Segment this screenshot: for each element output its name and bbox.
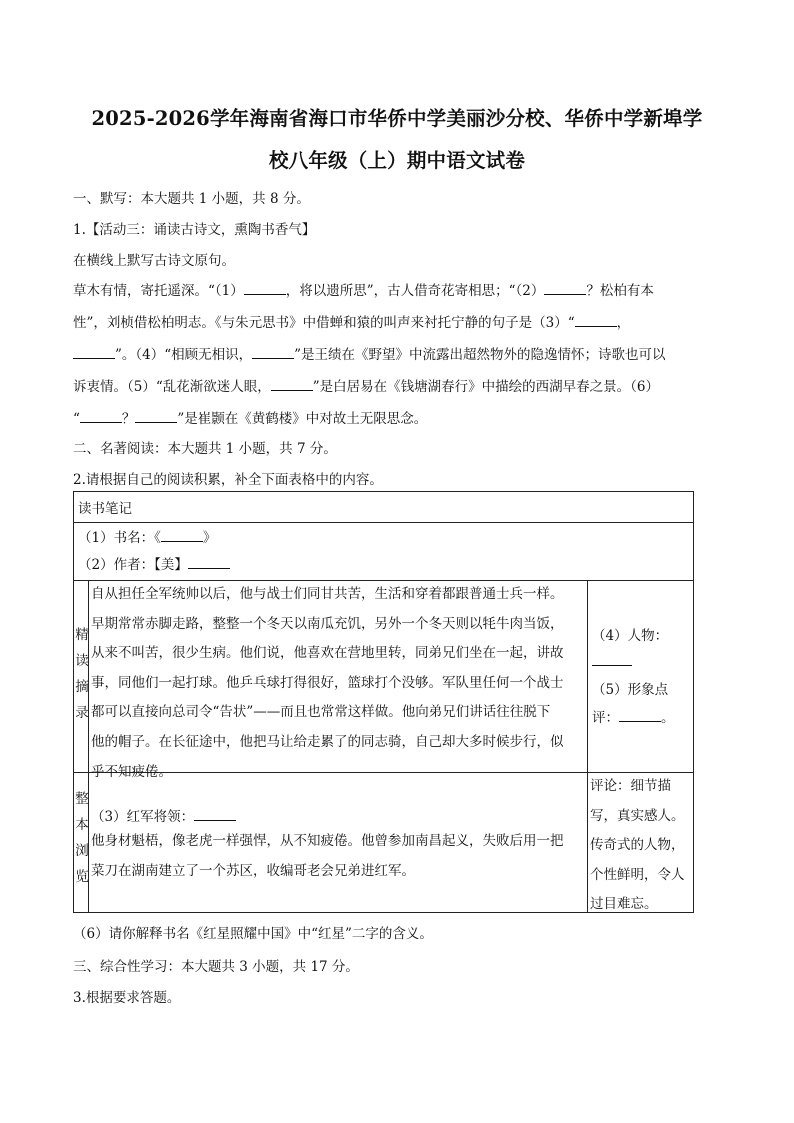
answer-blank[interactable] <box>80 409 122 423</box>
comment-label: （5）形象点 <box>592 682 669 698</box>
section1-heading: 一、默写：本大题共 1 小题，共 8 分。 <box>73 191 310 207</box>
answer-blank[interactable] <box>135 409 177 423</box>
reading-notes-table <box>73 491 694 913</box>
question1-body <box>73 275 721 435</box>
table-divider <box>587 580 588 912</box>
comment-row: 评： 。 <box>592 710 675 726</box>
row-label-whole-book: 整 本 浏 览 <box>75 791 89 885</box>
general-row: （3）红军将领： <box>91 805 236 825</box>
question1-instruction: 在横线上默写古诗文原句。 <box>73 253 235 269</box>
q1-line: 性”，刘桢借松柏明志。《与朱元思书》中借蝉和猿的叫声来衬托宁静的句子是（3）“ ， <box>73 315 631 331</box>
q1-line: 诉衷情。（5）“乱花渐欲迷人眼， ”是白居易在《钱塘湖春行》中描绘的西湖早春之景。（6） <box>73 379 659 395</box>
table-divider <box>74 522 693 523</box>
general-description: 他身材魁梧，像老虎一样强悍，从不知疲倦。他曾参加南昌起义，失败后用一把 菜刀在湖南建立了一个苏区，收编哥老会兄弟进红军。 <box>91 833 564 879</box>
row-label-intensive-reading: 精 读 摘 录 <box>75 627 89 721</box>
answer-blank[interactable] <box>271 377 313 391</box>
answer-blank[interactable] <box>252 345 294 359</box>
book-title-blank[interactable] <box>161 528 203 542</box>
question3-title: 3.根据要求答题。 <box>73 990 181 1006</box>
character-label: （4）人物： <box>592 628 669 644</box>
q1-line: 草木有情，寄托遥深。“（1） ，将以遗所思”，古人借奇花寄相思；“（2） ？松柏有本 <box>73 283 654 299</box>
question1-title: 1.【活动三：诵读古诗文，熏陶书香气】 <box>73 222 316 238</box>
author-row: （2）作者：【美】 <box>78 553 230 573</box>
table-header: 读书笔记 <box>78 501 132 517</box>
question2-sub6: （6）请你解释书名《红星照耀中国》中“红星”二字的含义。 <box>73 926 433 942</box>
character-blank-row <box>592 652 632 670</box>
answer-blank[interactable] <box>244 281 286 295</box>
exam-title-line1: 2025-2026学年海南省海口市华侨中学美丽沙分校、华侨中学新埠学 <box>91 107 703 130</box>
answer-blank[interactable] <box>575 313 617 327</box>
book-title-row: （1）书名：《 》 <box>78 530 217 546</box>
excerpt-text: 自从担任全军统帅以后，他与战士们同甘共苦，生活和穿着都跟普通士兵一样。 早期常常赤脚走路，整整一个冬天以南瓜充饥，另外一个冬天则以牦牛肉当饭， 从来不叫苦，很少生病。他们说，他喜欢在营地里转，同弟兄们坐在一起，讲故 事，同他们一起打球。他乒乓球打得很好，篮球打个没够。军队里任何一个战士 都可以直接向总司令“告状”——而且也常常这样做。他向弟兄们讲话往往脱下 他的帽子。在长征途中，他把马让给走累了的同志骑，自己却大多时候步行，似 乎不知疲倦。 <box>91 586 564 780</box>
author-blank[interactable] <box>188 555 230 569</box>
answer-blank[interactable] <box>544 281 586 295</box>
section3-heading: 三、综合性学习：本大题共 3 小题，共 17 分。 <box>73 959 359 975</box>
q1-line: ”。（4）“相顾无相识， ”是王绩在《野望》中流露出超然物外的隐逸情怀；诗歌也可以 <box>73 339 721 371</box>
q1-line: “ ？ ”是崔颢在《黄鹤楼》中对故土无限思念。 <box>73 411 428 427</box>
section2-heading: 二、名著阅读：本大题共 1 小题，共 7 分。 <box>73 441 337 457</box>
general-blank[interactable] <box>194 807 236 821</box>
question2-title: 2.请根据自己的阅读积累，补全下面表格中的内容。 <box>73 472 383 488</box>
comment-blank[interactable] <box>619 708 661 722</box>
answer-blank[interactable] <box>73 345 115 359</box>
character-blank[interactable] <box>592 652 632 666</box>
review-text: 评论：细节描 写，真实感人。 传奇式的人物， 个性鲜明，令人 过目难忘。 <box>590 778 685 913</box>
exam-title-line2: 校八年级（上）期中语文试卷 <box>268 149 526 172</box>
